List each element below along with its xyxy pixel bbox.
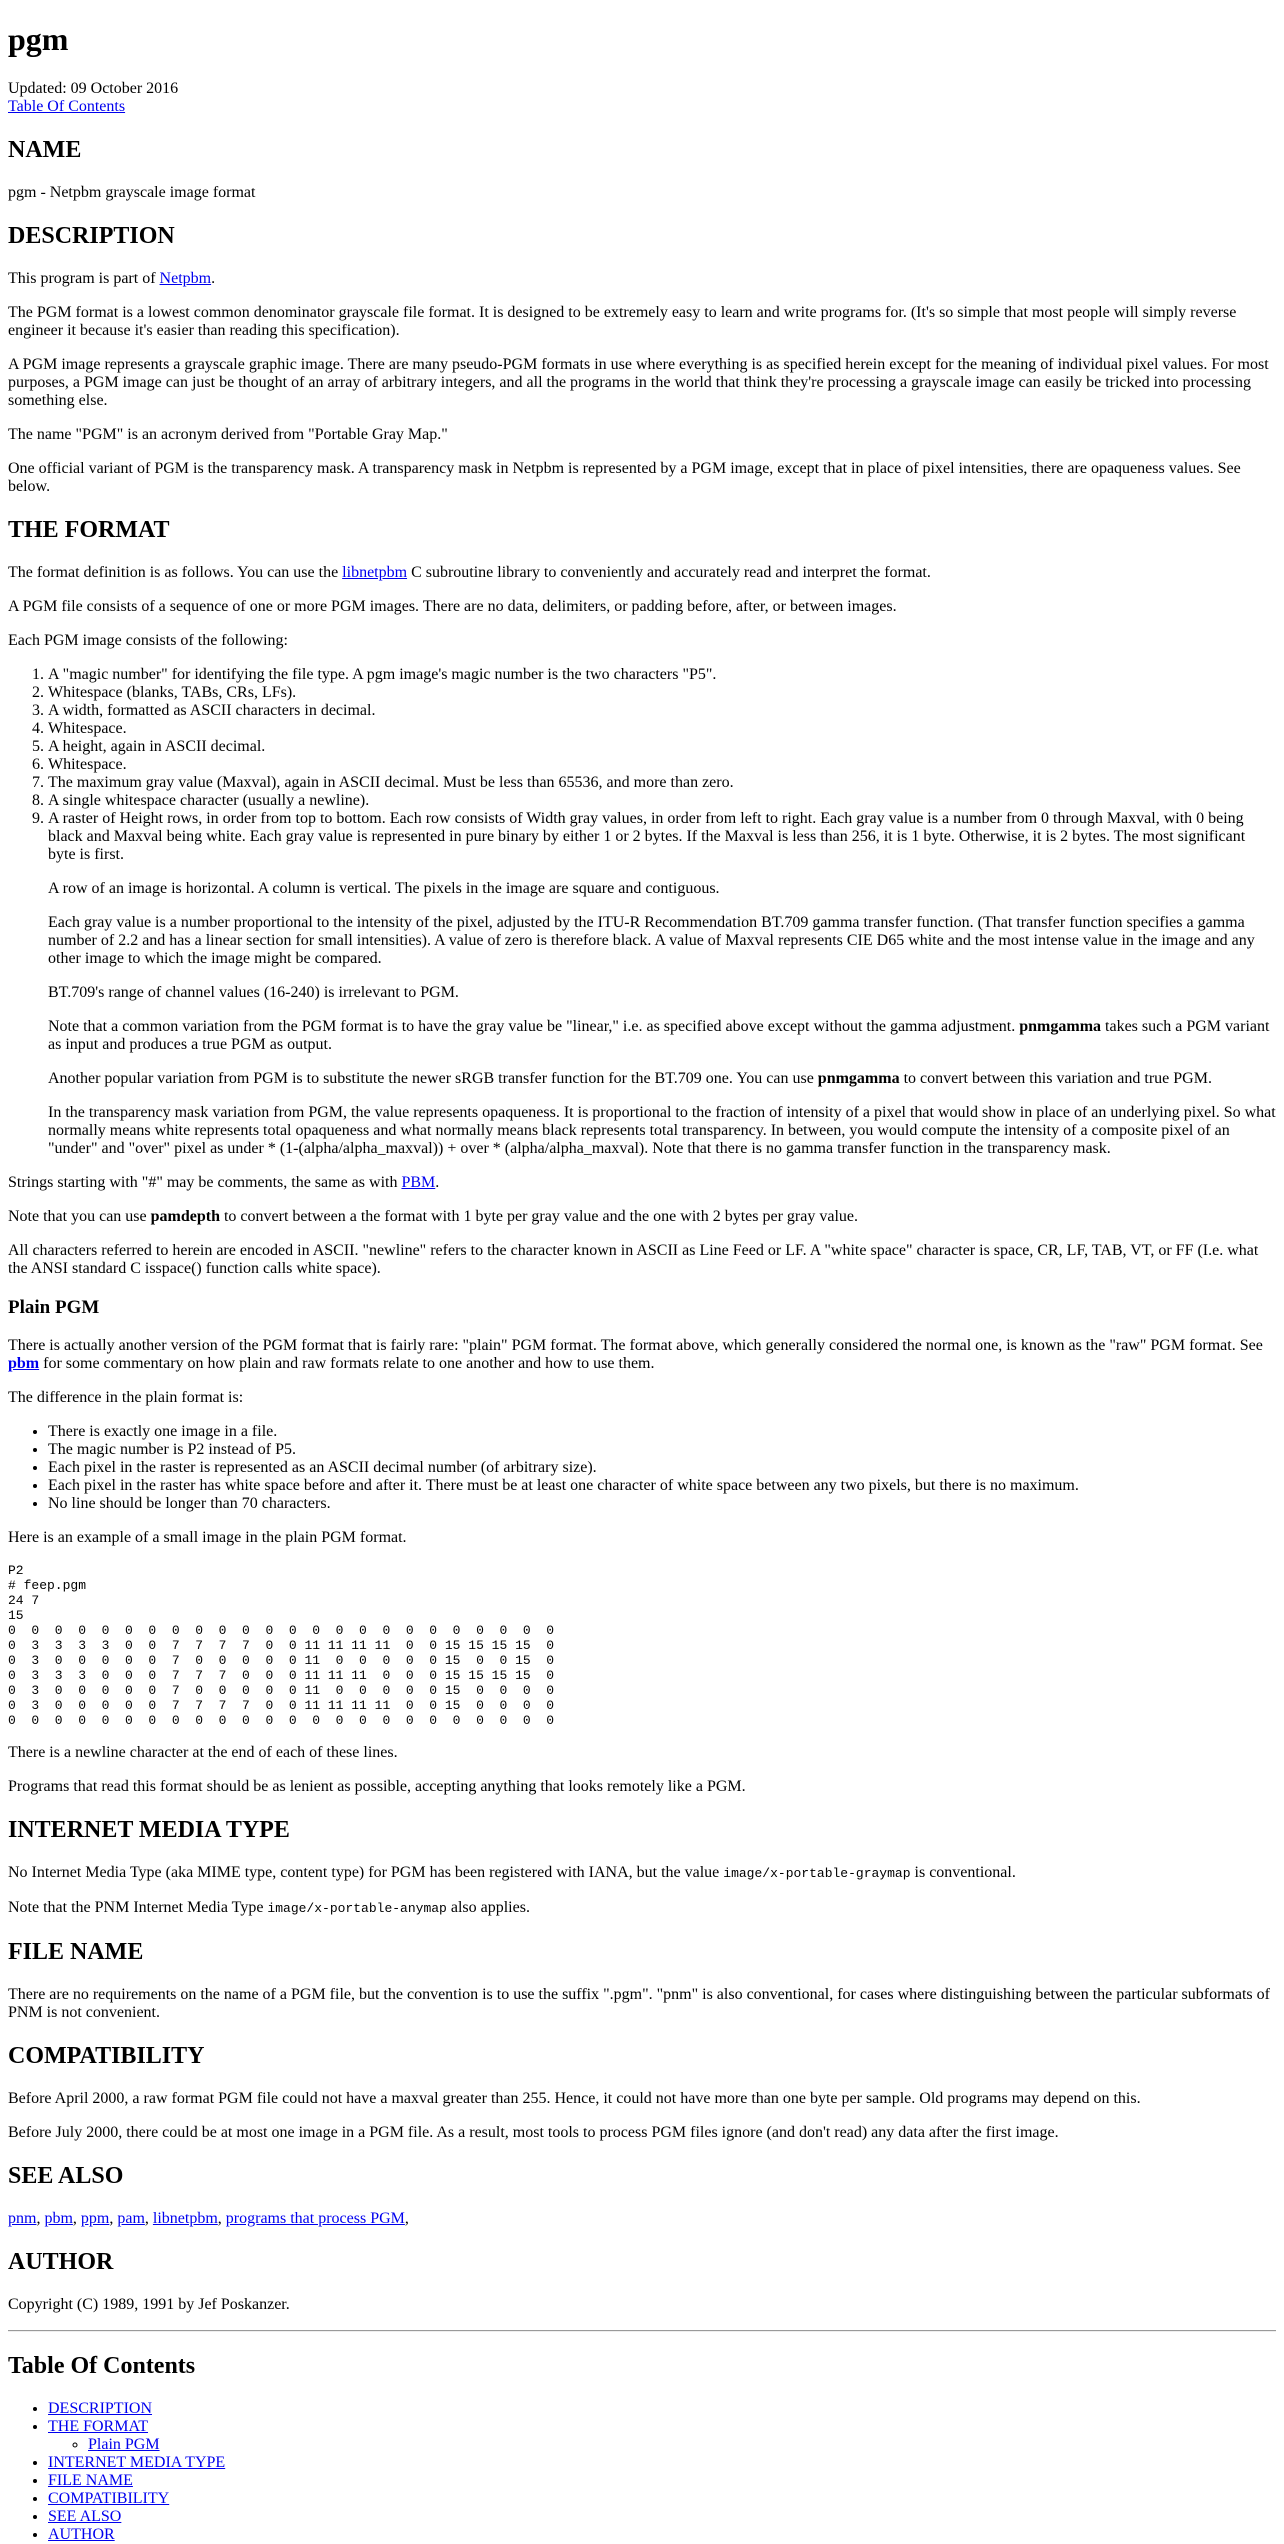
document bbox=[0, 21, 1284, 2544]
toc-item bbox=[48, 2526, 1276, 2544]
text-span: Note that the PNM Internet Media Type bbox=[8, 1899, 268, 1916]
text-span: also applies. bbox=[446, 1899, 530, 1916]
description-paragraph: The name "PGM" is an acronym derived from "Portable Gray Map." bbox=[8, 426, 448, 443]
text-span: The format definition is as follows. You can use the bbox=[8, 564, 343, 581]
link-pbm-bold[interactable] bbox=[8, 1355, 39, 1372]
list-item bbox=[48, 810, 1276, 1158]
list-item: 8. A single whitespace character (usually a newline). bbox=[48, 792, 1276, 810]
list-item: • No line should be longer than 70 characters. bbox=[48, 1495, 1276, 1513]
toc-link-see-also[interactable]: SEE ALSO bbox=[48, 2508, 122, 2525]
link-pbm-see[interactable]: pbm bbox=[44, 2210, 73, 2227]
link-text: pbm bbox=[8, 1355, 40, 1372]
section-media-type-heading: INTERNET MEDIA TYPE bbox=[8, 1817, 290, 1843]
filename-paragraph: There are no requirements on the name of a PGM file, but the convention is to use the suffix ".pgm". "pnm" is also conventional, for cases where distinguishing between the particular subformats of PNM is not convenient. bbox=[8, 1986, 1270, 2021]
name-text: pgm - Netpbm grayscale image format bbox=[8, 184, 256, 201]
link-ppm[interactable]: ppm bbox=[80, 2210, 110, 2227]
list-item: • Each pixel in the raster is represented as an ASCII decimal number (of arbitrary size). bbox=[48, 1459, 1276, 1477]
text-span: to convert between a the format with 1 byte per gray value and the one with 2 bytes per gray value. bbox=[219, 1208, 858, 1225]
description-paragraph: A PGM image represents a grayscale graphic image. There are many pseudo-PGM formats in use where everything is as specified herein except for the meaning of individual pixel values. For most purposes, a PGM image can just be thought of an array of arbitrary integers, and all the programs in the world that think they're processing a grayscale image can easily be tricked into processing something else. bbox=[8, 356, 1269, 409]
toc-item bbox=[48, 2508, 1276, 2526]
list-item: • There is exactly one image in a file. bbox=[48, 1423, 1276, 1441]
toc-link-author[interactable]: AUTHOR bbox=[48, 2526, 115, 2543]
list-item: 5. A height, again in ASCII decimal. bbox=[48, 738, 1276, 756]
program-name: pnmgamma bbox=[1019, 1018, 1102, 1035]
see-also-links: pnm, pbm, ppm, pam, libnetpbm, programs that process PGM, bbox=[8, 2210, 409, 2227]
text-span: Note that a common variation from the PGM format is to have the gray value be "linear," i.e. as specified above except without the gamma adjustment. bbox=[48, 1018, 1020, 1035]
link-pnm[interactable]: pnm bbox=[8, 2210, 37, 2227]
plain-paragraph: Here is an example of a small image in the plain PGM format. bbox=[8, 1529, 407, 1546]
author-text: Copyright (C) 1989, 1991 by Jef Poskanzer. bbox=[8, 2296, 290, 2313]
plain-pgm-example: P2 # feep.pgm 24 7 15 0 0 0 0 0 0 0 0 0 0 0 0 0 0 0 0 0 0 0 0 0 0 0 0 0 3 3 3 3 0 0 7 7 7 7 0 0 11 11 11 11 0 0 15 15 15 15 0 0 3 0 0 0 0 0 7 0 0 0 0 0 11 0 0 0 0 0 15 0 0 15 0 0 3 3 3 0 0 0 7 7 7 0 0 0 11 11 11 0 0 0 15 15 15 15 0 0 3 0 0 0 0 0 7 0 0 0 0 0 11 0 0 0 0 0 15 0 0 0 0 0 3 0 0 0 0 0 7 7 7 7 0 0 11 11 11 11 0 0 15 0 0 0 0 0 0 0 0 0 0 0 0 0 0 0 0 0 0 0 0 0 0 0 0 0 0 0 0 bbox=[8, 1563, 555, 1728]
raster-paragraph: BT.709's range of channel values (16-240) is irrelevant to PGM. bbox=[48, 984, 459, 1001]
format-paragraph bbox=[8, 1174, 1276, 1192]
link-netpbm[interactable]: Netpbm bbox=[159, 270, 212, 287]
mime-type-code: image/x-portable-graymap bbox=[723, 1866, 911, 1881]
raster-paragraph: Each gray value is a number proportional to the intensity of the pixel, adjusted by the ITU-R Recommendation BT.709 gamma transfer function. (That transfer function specifies a gamma number of 2.2 and has a linear section for small intensities). A value of zero is therefore black. A value of Maxval represents CIE D65 white and the most intense value in the image and any other image to which the image might be compared. bbox=[48, 914, 1255, 967]
compat-paragraph: Before April 2000, a raw format PGM file could not have a maxval greater than 255. Hence, it could not have more than one byte per sample. Old programs may depend on this. bbox=[8, 2090, 1141, 2107]
toc-item bbox=[48, 2454, 1276, 2472]
updated-date: Updated: 09 October 2016 bbox=[8, 80, 179, 97]
list-item: • Each pixel in the raster has white space before and after it. There must be at least one character of white space between any two pixels, but there is no maximum. bbox=[48, 1477, 1276, 1495]
link-libnetpbm-see[interactable]: libnetpbm bbox=[152, 2210, 218, 2227]
link-programs-pgm[interactable]: programs that process PGM bbox=[225, 2210, 405, 2227]
format-paragraph bbox=[8, 564, 1276, 582]
toc-list bbox=[8, 2400, 1276, 2544]
divider bbox=[8, 2330, 1276, 2332]
text-span: . bbox=[211, 270, 216, 287]
text-span: Another popular variation from PGM is to substitute the newer sRGB transfer function for the BT.709 one. You can use bbox=[48, 1070, 818, 1087]
text-span: to convert between this variation and true PGM. bbox=[899, 1070, 1212, 1087]
text-span: for some commentary on how plain and raw formats relate to one another and how to use them. bbox=[39, 1355, 655, 1372]
text-span: takes such a PGM variant as input and produces a true PGM as output. bbox=[48, 1018, 1270, 1053]
section-description-heading: DESCRIPTION bbox=[8, 223, 175, 249]
section-plain-pgm-heading: Plain PGM bbox=[8, 1297, 100, 1318]
description-paragraph bbox=[8, 270, 1276, 288]
text-span: C subroutine library to conveniently and accurately read and interpret the format. bbox=[407, 564, 931, 581]
format-paragraph: A PGM file consists of a sequence of one or more PGM images. There are no data, delimiters, or padding before, after, or between images. bbox=[8, 598, 897, 615]
program-name: pnmgamma bbox=[817, 1070, 900, 1087]
format-paragraph bbox=[8, 1208, 1276, 1226]
toc-link-media-type[interactable]: INTERNET MEDIA TYPE bbox=[48, 2454, 226, 2471]
toc-link-format[interactable]: THE FORMAT bbox=[48, 2418, 149, 2435]
raster-paragraph bbox=[48, 1070, 1276, 1088]
raster-text: A raster of Height rows, in order from top to bottom. Each row consists of Width gray values, in order from left to right. Each gray value is a number from 0 through Maxval, with 0 being black and Maxval being white. Each gray value is represented in pure binary by either 1 or 2 bytes. If the Maxval is less than 256, it is 1 byte. Otherwise, it is 2 bytes. The most significant byte is first. bbox=[48, 810, 1246, 863]
media-paragraph bbox=[8, 1899, 1276, 1918]
description-paragraph: The PGM format is a lowest common denominator grayscale file format. It is designed to be extremely easy to learn and write programs for. (It's so simple that most people will simply reverse engineer it because it's easier than reading this specification). bbox=[8, 304, 1237, 339]
compat-paragraph: Before July 2000, there could be at most one image in a PGM file. As a result, most tools to process PGM files ignore (and don't read) any data after the first image. bbox=[8, 2124, 1059, 2141]
toc-item bbox=[48, 2490, 1276, 2508]
description-paragraph: One official variant of PGM is the transparency mask. A transparency mask in Netpbm is represented by a PGM image, except that in place of pixel intensities, there are opaqueness values. See below. bbox=[8, 460, 1241, 495]
plain-paragraph: There is a newline character at the end of each of these lines. bbox=[8, 1744, 398, 1761]
toc-item bbox=[88, 2436, 1276, 2454]
plain-paragraph: The difference in the plain format is: bbox=[8, 1389, 244, 1406]
list-item: 2. Whitespace (blanks, TABs, CRs, LFs). bbox=[48, 684, 1276, 702]
toc-item bbox=[48, 2418, 1276, 2454]
toc-link-file-name[interactable]: FILE NAME bbox=[48, 2472, 133, 2489]
program-name: pamdepth bbox=[150, 1208, 220, 1225]
section-name-heading: NAME bbox=[8, 137, 82, 163]
toc-link[interactable]: Table Of Contents bbox=[8, 98, 126, 115]
page-title: pgm bbox=[8, 21, 69, 57]
raster-paragraph bbox=[48, 1018, 1276, 1054]
text-span: This program is part of bbox=[8, 270, 160, 287]
link-pbm[interactable]: PBM bbox=[401, 1174, 436, 1191]
plain-paragraph: Programs that read this format should be as lenient as possible, accepting anything that looks remotely like a PGM. bbox=[8, 1778, 746, 1795]
section-see-also-heading: SEE ALSO bbox=[8, 2163, 124, 2189]
section-file-name-heading: FILE NAME bbox=[8, 1939, 144, 1965]
media-paragraph bbox=[8, 1864, 1276, 1883]
text-span: There is actually another version of the PGM format that is fairly rare: "plain" PGM format. The format above, which generally considered the normal one, is known as the "raw" PGM format. See bbox=[8, 1337, 1263, 1354]
toc-link-compatibility[interactable]: COMPATIBILITY bbox=[48, 2490, 170, 2507]
text-span: No Internet Media Type (aka MIME type, content type) for PGM has been registered with IANA, but the value bbox=[8, 1864, 724, 1881]
list-item: 6. Whitespace. bbox=[48, 756, 1276, 774]
text-span: Note that you can use bbox=[8, 1208, 151, 1225]
mime-type-code: image/x-portable-anymap bbox=[267, 1901, 447, 1916]
list-item: 3. A width, formatted as ASCII characters in decimal. bbox=[48, 702, 1276, 720]
link-libnetpbm[interactable]: libnetpbm bbox=[342, 564, 408, 581]
list-item: • The magic number is P2 instead of P5. bbox=[48, 1441, 1276, 1459]
toc-heading: Table Of Contents bbox=[8, 2353, 196, 2379]
toc-item bbox=[48, 2400, 1276, 2418]
list-item: 7. The maximum gray value (Maxval), again in ASCII decimal. Must be less than 65536, and more than zero. bbox=[48, 774, 1276, 792]
text-span: . bbox=[435, 1174, 440, 1191]
raster-paragraph: In the transparency mask variation from PGM, the value represents opaqueness. It is proportional to the fraction of intensity of a pixel that would show in place of an underlying pixel. So what normally means white represents total opaqueness and what normally means black represents total transparency. In between, you would compute the intensity of a composite pixel of an "under" and "over" pixel as under * (1-(alpha/alpha_maxval)) + over * (alpha/alpha_maxval). Note that there is no gamma transfer function in the transparency mask. bbox=[48, 1104, 1276, 1157]
link-pam[interactable]: pam bbox=[117, 2210, 145, 2227]
plain-list bbox=[8, 1423, 1276, 1513]
raster-paragraph: A row of an image is horizontal. A column is vertical. The pixels in the image are square and contiguous. bbox=[48, 880, 720, 897]
format-paragraph: All characters referred to herein are encoded in ASCII. "newline" refers to the character known in ASCII as Line Feed or LF. A "white space" character is space, CR, LF, TAB, VT, or FF (I.e. what the ANSI standard C isspace() function calls white space). bbox=[8, 1242, 1259, 1277]
toc-item bbox=[48, 2472, 1276, 2490]
format-list bbox=[8, 666, 1276, 1158]
section-compatibility-heading: COMPATIBILITY bbox=[8, 2043, 205, 2069]
plain-paragraph bbox=[8, 1337, 1276, 1373]
format-paragraph: Each PGM image consists of the following: bbox=[8, 632, 288, 649]
toc-link-description[interactable]: DESCRIPTION bbox=[48, 2400, 153, 2417]
section-format-heading: THE FORMAT bbox=[8, 517, 170, 543]
toc-sublist bbox=[48, 2436, 1276, 2454]
list-item: 1. A "magic number" for identifying the file type. A pgm image's magic number is the two characters "P5". bbox=[48, 666, 1276, 684]
list-item: 4. Whitespace. bbox=[48, 720, 1276, 738]
text-span: Strings starting with "#" may be comments, the same as with bbox=[8, 1174, 402, 1191]
section-author-heading: AUTHOR bbox=[8, 2249, 114, 2275]
text-span: is conventional. bbox=[910, 1864, 1016, 1881]
toc-link-plain-pgm[interactable]: Plain PGM bbox=[88, 2436, 160, 2453]
